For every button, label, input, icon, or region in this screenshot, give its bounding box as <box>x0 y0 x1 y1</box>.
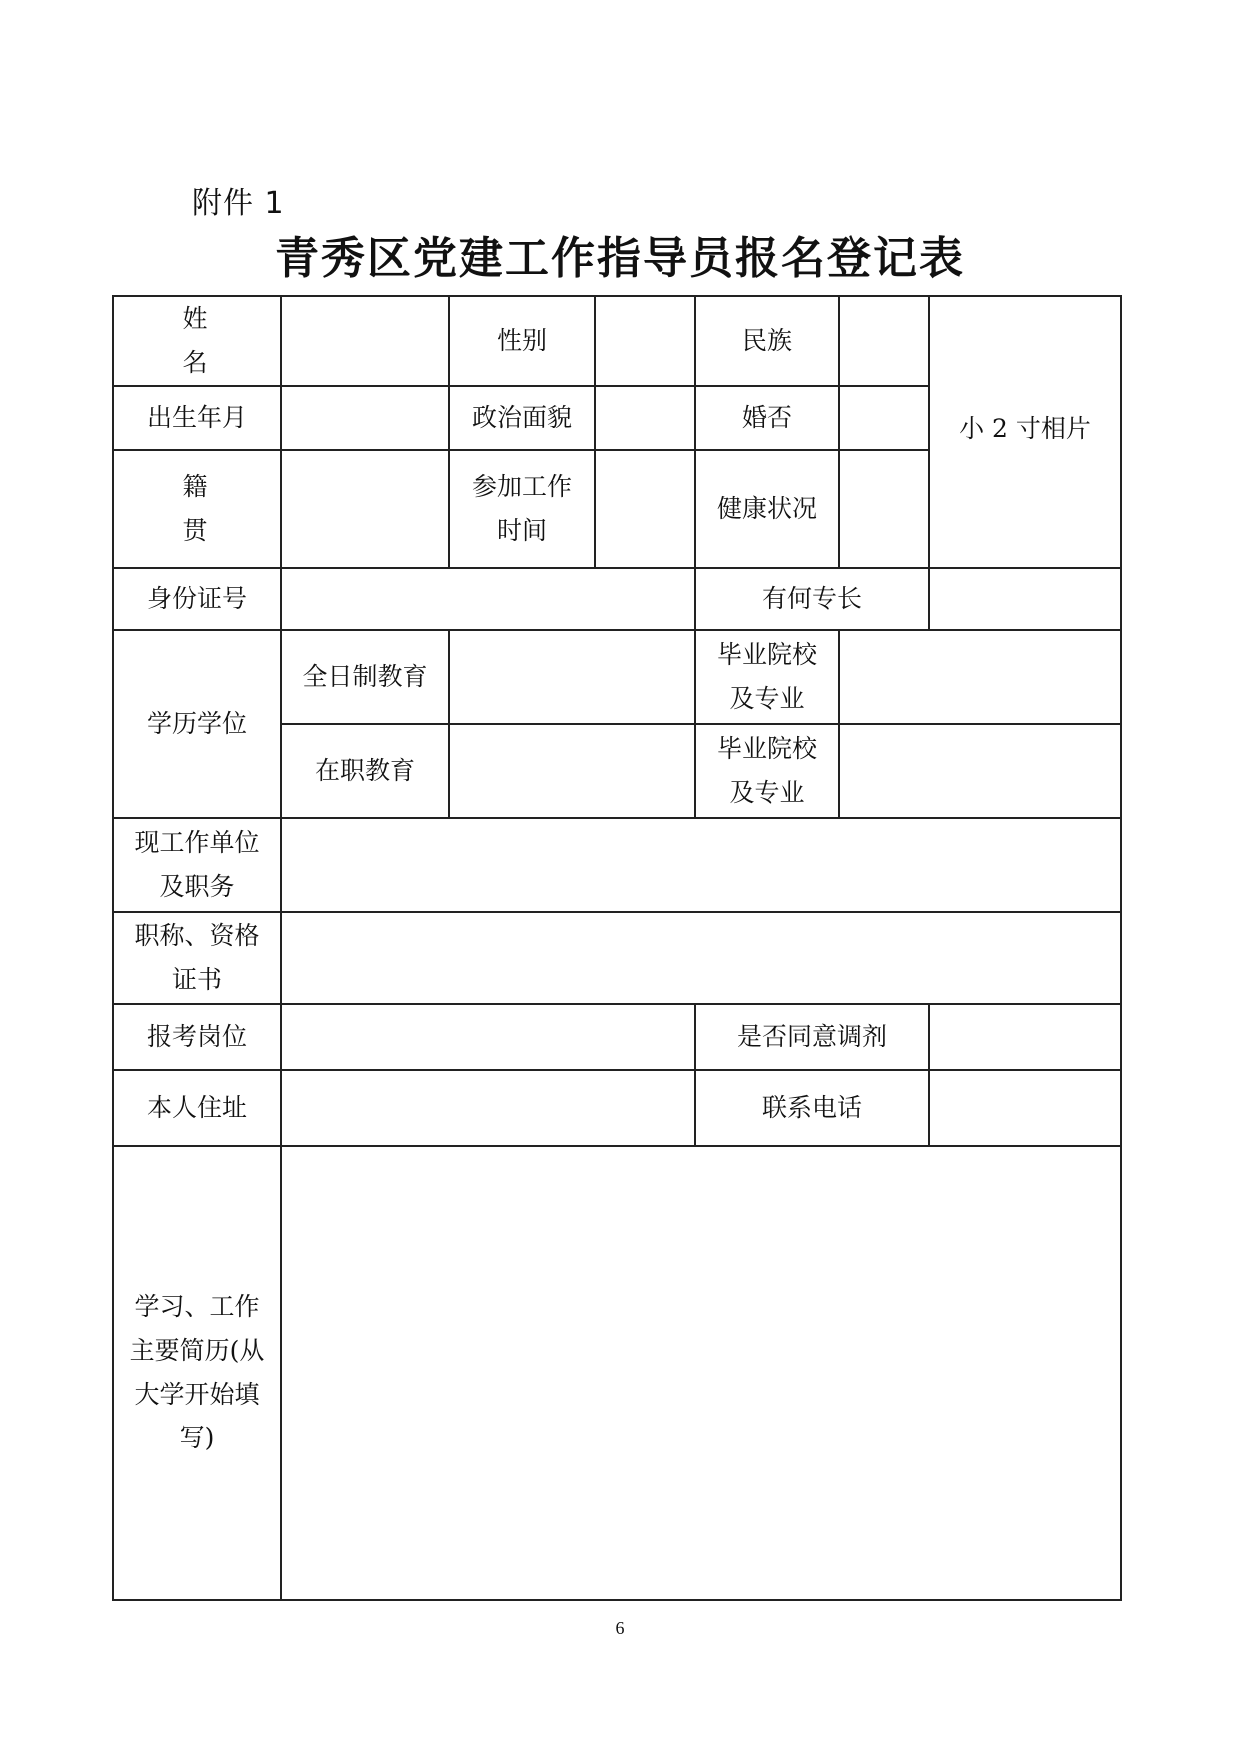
adjustment-field[interactable] <box>929 1004 1121 1070</box>
registration-form <box>112 295 1122 1601</box>
address-label: 本人住址 <box>113 1070 281 1146</box>
attachment-label: 附件 1 <box>192 186 285 221</box>
health-label: 健康状况 <box>695 450 839 568</box>
phone-label: 联系电话 <box>695 1070 929 1146</box>
specialty-label: 有何专长 <box>695 568 929 630</box>
form-title: 青秀区党建工作指导员报名登记表 <box>275 233 965 284</box>
page-number: 6 <box>615 1618 625 1638</box>
title-certificate-label: 职称、资格证书 <box>113 912 281 1004</box>
title-certificate-field[interactable] <box>281 912 1121 1004</box>
inservice-education-label: 在职教育 <box>281 724 449 818</box>
marital-field[interactable] <box>839 386 929 450</box>
birth-label: 出生年月 <box>113 386 281 450</box>
gender-field[interactable] <box>595 296 695 386</box>
birth-field[interactable] <box>281 386 449 450</box>
fulltime-school-major-label: 毕业院校及专业 <box>695 630 839 724</box>
photo-box[interactable]: 小 2 寸相片 <box>929 296 1121 568</box>
inservice-school-major-field[interactable] <box>839 724 1121 818</box>
politics-label: 政治面貌 <box>449 386 595 450</box>
fulltime-education-field[interactable] <box>449 630 695 724</box>
gender-label: 性别 <box>449 296 595 386</box>
phone-field[interactable] <box>929 1070 1121 1146</box>
name-field[interactable] <box>281 296 449 386</box>
inservice-education-field[interactable] <box>449 724 695 818</box>
native-place-label: 籍贯 <box>113 450 281 568</box>
education-label: 学历学位 <box>113 630 281 818</box>
work-start-label: 参加工作时间 <box>449 450 595 568</box>
employer-label: 现工作单位及职务 <box>113 818 281 912</box>
politics-field[interactable] <box>595 386 695 450</box>
specialty-field[interactable] <box>929 568 1121 630</box>
applied-position-field[interactable] <box>281 1004 695 1070</box>
ethnicity-field[interactable] <box>839 296 929 386</box>
resume-field[interactable] <box>281 1146 1121 1600</box>
marital-label: 婚否 <box>695 386 839 450</box>
fulltime-education-label: 全日制教育 <box>281 630 449 724</box>
inservice-school-major-label: 毕业院校及专业 <box>695 724 839 818</box>
resume-label: 学习、工作主要简历(从大学开始填写) <box>113 1146 281 1600</box>
address-field[interactable] <box>281 1070 695 1146</box>
adjustment-label: 是否同意调剂 <box>695 1004 929 1070</box>
ethnicity-label: 民族 <box>695 296 839 386</box>
native-place-field[interactable] <box>281 450 449 568</box>
employer-field[interactable] <box>281 818 1121 912</box>
applied-position-label: 报考岗位 <box>113 1004 281 1070</box>
name-label: 姓名 <box>113 296 281 386</box>
id-number-field[interactable] <box>281 568 695 630</box>
id-number-label: 身份证号 <box>113 568 281 630</box>
work-start-field[interactable] <box>595 450 695 568</box>
fulltime-school-major-field[interactable] <box>839 630 1121 724</box>
health-field[interactable] <box>839 450 929 568</box>
